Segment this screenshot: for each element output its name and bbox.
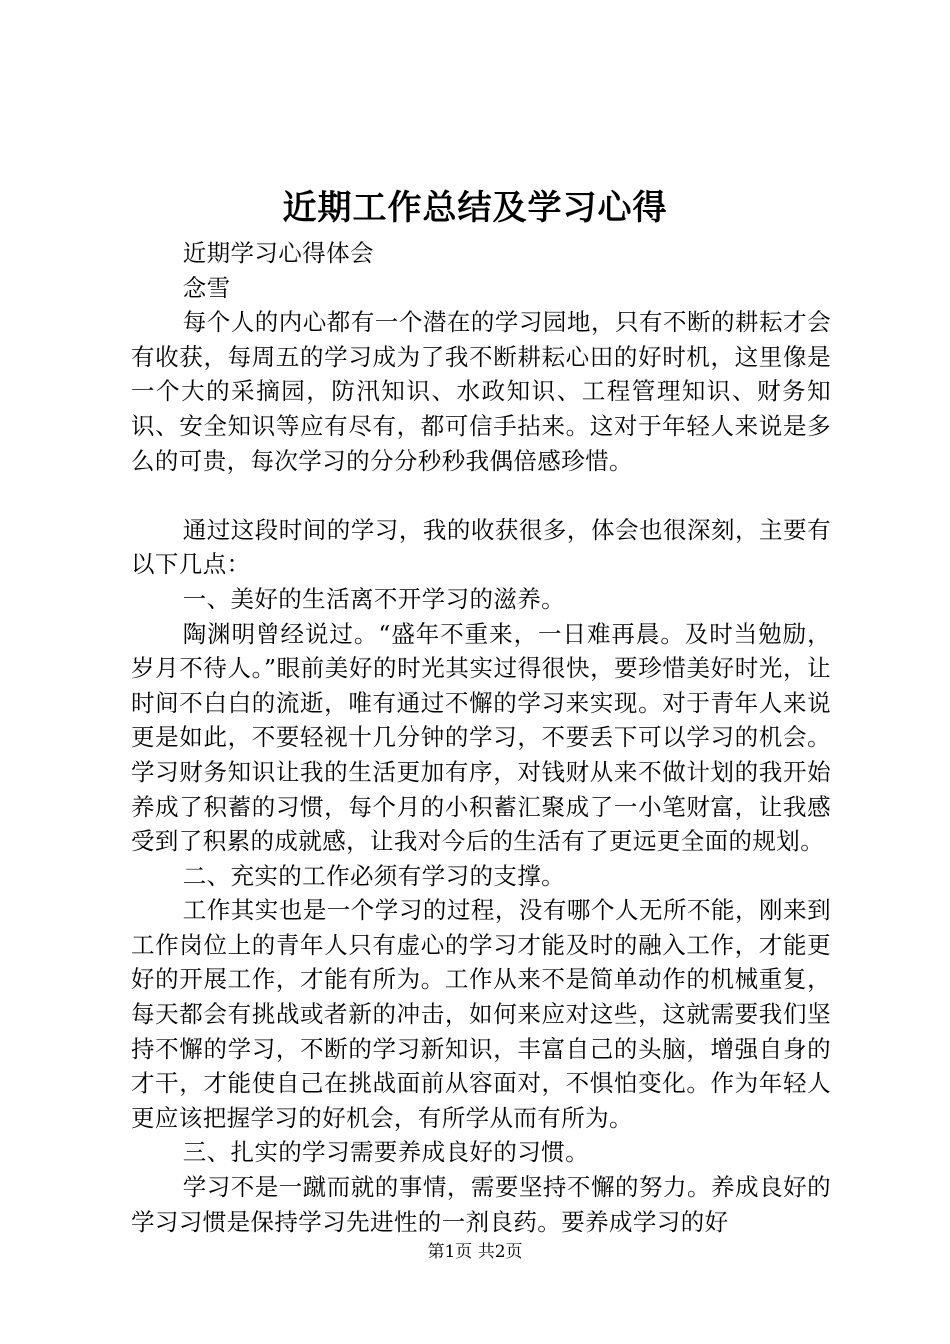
paragraph: 工作其实也是一个学习的过程，没有哪个人无所不能，刚来到工作岗位上的青年人只有虚心的学习才能及时的融入工作，才能更好的开展工作，才能有所为。工作从来不是简单动作的机械重复，每天都会有挑战或者新的冲击，如何来应对这些，这就需要我们坚持不懈的学习，不断的学习新知识，丰富自己的头脑，增强自身的才干，才能使自己在挑战面前从容面对，不惧怕变化。作为年轻人更应该把握学习的好机会，有所学从而有所为。: [131, 896, 831, 1132]
page-footer: 第1页 共2页: [427, 1242, 523, 1262]
paragraph: 每个人的内心都有一个潜在的学习园地，只有不断的耕耘才会有收获，每周五的学习成为了我不断耕耘心田的好时机，这里像是一个大的采摘园，防汛知识、水政知识、工程管理知识、财务知识、安全知识等应有尽有，都可信手拈来。这对于年轻人来说是多么的可贵，每次学习的分分秒秒我偶倍感珍惜。: [131, 308, 831, 475]
section-heading: 三、扎实的学习需要养成良好的习惯。: [182, 1138, 589, 1167]
subtitle: 近期学习心得体会: [182, 239, 374, 267]
document-title: 近期工作总结及学习心得: [282, 188, 668, 228]
document-body: [131, 236, 831, 1239]
paragraph: 通过这段时间的学习，我的收获很多，体会也很深刻，主要有以下几点：: [131, 515, 831, 579]
section-heading: 二、充实的工作必须有学习的支撑。: [182, 861, 566, 890]
author-name: 念雪: [182, 273, 231, 302]
section-heading: 一、美好的生活离不开学习的滋养。: [182, 584, 566, 613]
paragraph: 学习不是一蹴而就的事情，需要坚持不懈的努力。养成良好的学习习惯是保持学习先进性的一剂良药。要养成学习的好: [131, 1173, 831, 1236]
paragraph: 陶渊明曾经说过。“盛年不重来，一日难再晨。及时当勉励，岁月不待人。”眼前美好的时光其实过得很快，要珍惜美好时光，让时间不白白的流逝，唯有通过不懈的学习来实现。对于青年人来说更是如此，不要轻视十几分钟的学习，不要丢下可以学习的机会。学习财务知识让我的生活更加有序，对钱财从来不做计划的我开始养成了积蓄的习惯，每个月的小积蓄汇聚成了一小笔财富，让我感受到了积累的成就感，让我对今后的生活有了更远更全面的规划。: [131, 619, 831, 856]
